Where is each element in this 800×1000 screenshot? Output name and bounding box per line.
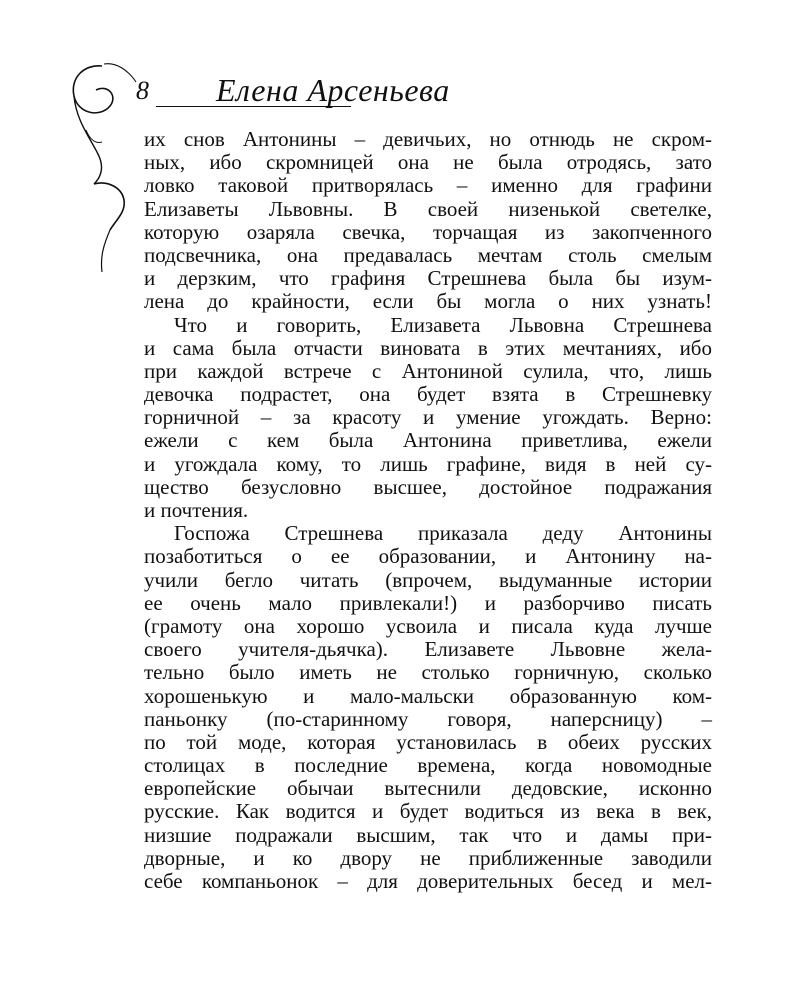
text-line: девочка подрастет, она будет взята в Стрешневку xyxy=(144,382,712,407)
text-line: и дерзким, что графиня Стрешнева была бы изум- xyxy=(144,266,712,291)
text-line: и сама была отчасти виновата в этих мечтаниях, ибо xyxy=(144,335,712,360)
text-line: своего учителя-дьячка). Елизавете Львовне жела- xyxy=(144,637,712,662)
page-number: 8 xyxy=(136,76,149,105)
text-line: при каждой встрече с Антониной сулила, что, лишь xyxy=(144,358,712,383)
text-line: ловко таковой притворялась – именно для графини xyxy=(144,173,712,198)
text-line: щество безусловно высшее, достойное подражания xyxy=(144,474,712,499)
page-header xyxy=(136,72,716,112)
ornament-flourish-icon xyxy=(64,60,144,280)
text-line: Елизаветы Львовны. В своей низенькой светелке, xyxy=(144,196,712,221)
text-line: ежели с кем была Антонина приветлива, ежели xyxy=(144,428,712,453)
text-line: паньонку (по-старинному говоря, наперсницу) – xyxy=(144,706,712,731)
text-line: русские. Как водится и будет водиться из века в век, xyxy=(144,799,712,824)
text-line: низшие подражали высшим, так что и дамы при- xyxy=(144,822,712,847)
text-line: европейские обычаи вытеснили дедовские, исконно xyxy=(144,776,712,801)
text-line: ных, ибо скромницей она не была отродясь, зато xyxy=(144,150,712,175)
text-line: по той моде, которая установилась в обеих русских xyxy=(144,729,712,754)
text-line: тельно было иметь не столько горничную, сколько xyxy=(144,660,712,685)
text-line: хорошенькую и мало-мальски образованную ком- xyxy=(144,683,712,708)
text-line: и почтения. xyxy=(144,498,249,522)
text-line: позаботиться о ее образовании, и Антонину на- xyxy=(144,544,712,569)
text-line: лена до крайности, если бы могла о них узнать! xyxy=(144,289,712,314)
text-line: Что и говорить, Елизавета Львовна Стрешнева xyxy=(174,312,712,337)
text-line: которую озаряла свечка, торчащая из закопченного xyxy=(144,219,712,244)
text-line: дворные, и ко двору не приближенные заводили xyxy=(144,845,712,870)
text-line: учили бегло читать (впрочем, выдуманные истории xyxy=(144,567,712,592)
body-text xyxy=(144,128,712,893)
text-line: себе компаньонок – для доверительных бесед и мел- xyxy=(144,869,712,893)
text-line: и угождала кому, то лишь графине, видя в ней су- xyxy=(144,451,712,476)
text-line: подсвечника, она предавалась мечтам столь смелым xyxy=(144,242,712,267)
text-line: горничной – за красоту и умение угождать. Верно: xyxy=(144,405,712,430)
text-line: столицах в последние времена, когда новомодные xyxy=(144,753,712,778)
text-line: их снов Антонины – девичьих, но отнюдь не скром- xyxy=(144,127,712,151)
text-line: (грамоту она хорошо усвоила и писала куда лучше xyxy=(144,613,712,638)
text-line: Госпожа Стрешнева приказала деду Антонины xyxy=(174,521,712,546)
author-name: Елена Арсеньева xyxy=(216,72,450,108)
text-line: ее очень мало привлекали!) и разборчиво писать xyxy=(144,590,712,615)
